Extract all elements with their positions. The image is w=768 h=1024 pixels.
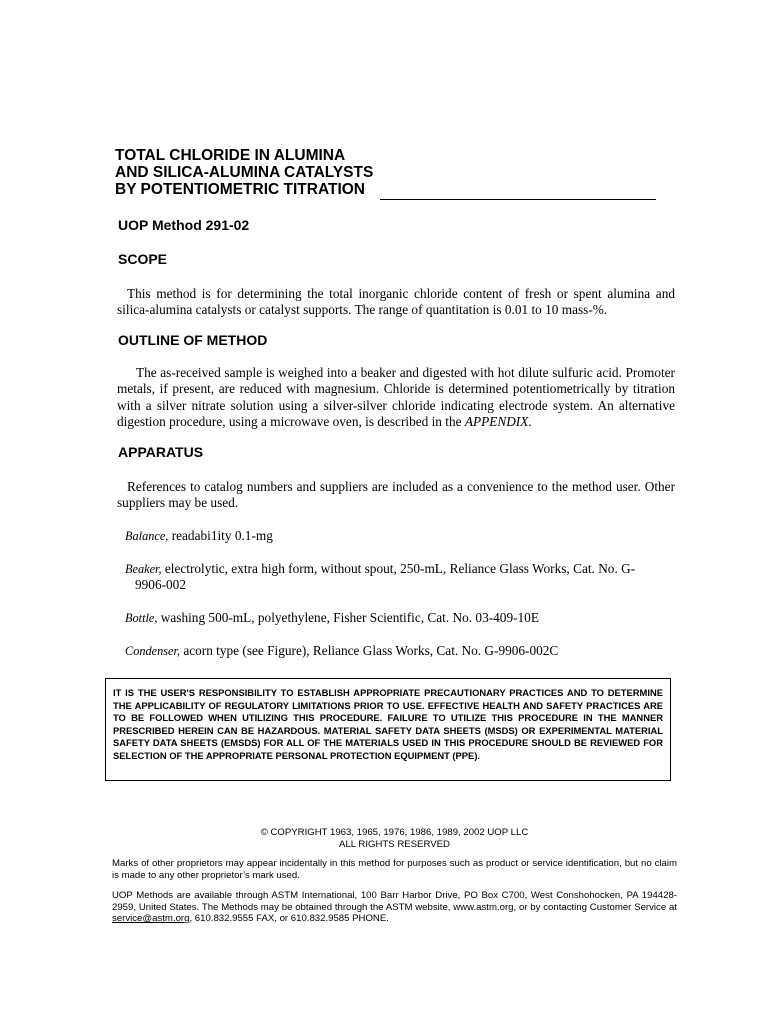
scope-text: This method is for determining the total inorganic chloride content of fresh or spent alumina and silica-alumina catalysts or catalyst supports. The range of quantitation is 0.01 to 10 mass-%. xyxy=(117,286,675,318)
outline-body: The as-received sample is weighed into a beaker and digested with hot dilute sulfuric acid. Promoter metals, if present, are reduced with magnesium. Chloride is determined potentiometrically by titration with a silver nitrate solution using a silver-silver chloride indicating electrode system. An alternative digestion procedure, using a microwave oven, is described in the xyxy=(117,365,675,429)
title-underline xyxy=(380,199,656,200)
title-line-1: TOTAL CHLORIDE IN ALUMINA xyxy=(115,147,346,164)
apparatus-item-name: Bottle, xyxy=(125,611,158,625)
copyright-line-2: ALL RIGHTS RESERVED xyxy=(339,838,450,850)
outline-text xyxy=(117,365,675,430)
title-line-2: AND SILICA-ALUMINA CATALYSTS xyxy=(115,164,374,181)
apparatus-intro: References to catalog numbers and suppliers are included as a convenience to the method user. Other suppliers may be used. xyxy=(117,479,675,511)
appendix-reference: APPENDIX xyxy=(464,413,529,429)
apparatus-item-balance xyxy=(125,528,677,544)
copyright-notice xyxy=(112,827,677,850)
apparatus-item-desc: washing 500-mL, polyethylene, Fisher Scientific, Cat. No. 03-409-10E xyxy=(160,610,539,625)
apparatus-item-bottle xyxy=(125,610,677,626)
outline-end: . xyxy=(528,413,532,429)
availability-notice xyxy=(112,890,677,925)
service-email-link[interactable]: service@astm.org xyxy=(112,913,190,925)
copyright-line-1: © COPYRIGHT 1963, 1965, 1976, 1986, 1989, 2002 UOP LLC xyxy=(260,827,529,838)
availability-contact: , 610.832.9555 FAX, or 610.832.9585 PHONE. xyxy=(189,913,389,925)
safety-warning-box: IT IS THE USER'S RESPONSIBILITY TO ESTABLISH APPROPRIATE PRECAUTIONARY PRACTICES AND TO DETERMINE THE APPLICABILITY OF REGULATORY LIMITATIONS PRIOR TO USE. EFFECTIVE HEALTH AND SAFETY PRACTICES ARE TO BE FOLLOWED WHEN UTILIZING THIS PROCEDURE. FAILURE TO UTILIZE THIS PROCEDURE IN THE MANNER PRESCRIBED HEREIN CAN BE HAZARDOUS. MATERIAL SAFETY DATA SHEETS (MSDS) OR EXPERIMENTAL MATERIAL SAFETY DATA SHEETS (EMSDS) FOR ALL OF THE MATERIALS USED IN THIS PROCEDURE SHOULD BE REVIEWED FOR SELECTION OF THE APPROPRIATE PERSONAL PROTECTION EQUIPMENT (PPE). xyxy=(105,678,671,781)
document-title xyxy=(115,147,373,198)
apparatus-item-name: Balance, xyxy=(125,529,169,543)
marks-notice: Marks of other proprietors may appear incidentally in this method for purposes such as product or service identification, but no claim is made to any other proprietor’s mark used. xyxy=(112,858,677,881)
apparatus-heading: APPARATUS xyxy=(118,444,204,460)
scope-heading: SCOPE xyxy=(118,251,168,267)
availability-text: UOP Methods are available through ASTM International, 100 Barr Harbor Drive, PO Box C700, West Conshohocken, PA 194428-2959, United States. The Methods may be obtained through the ASTM website, www.astm.org, or by contacting Customer Service at xyxy=(112,890,677,913)
apparatus-item-desc: readabi1ity 0.1-mg xyxy=(171,528,273,543)
method-number: UOP Method 291-02 xyxy=(118,217,250,233)
apparatus-item-condenser xyxy=(125,643,677,659)
apparatus-item-desc: acorn type (see Figure), Reliance Glass Works, Cat. No. G-9906-002C xyxy=(183,643,559,658)
apparatus-item-desc: electrolytic, extra high form, without spout, 250-mL, Reliance Glass Works, Cat. No. G- xyxy=(164,561,636,576)
apparatus-item-desc-continued: 9906-002 xyxy=(135,577,186,593)
apparatus-item-name: Condenser, xyxy=(125,644,180,658)
apparatus-item-beaker xyxy=(125,561,677,594)
apparatus-item-name: Beaker, xyxy=(125,562,162,576)
outline-heading: OUTLINE OF METHOD xyxy=(118,332,268,348)
title-line-3: BY POTENTIOMETRIC TITRATION xyxy=(115,181,366,198)
